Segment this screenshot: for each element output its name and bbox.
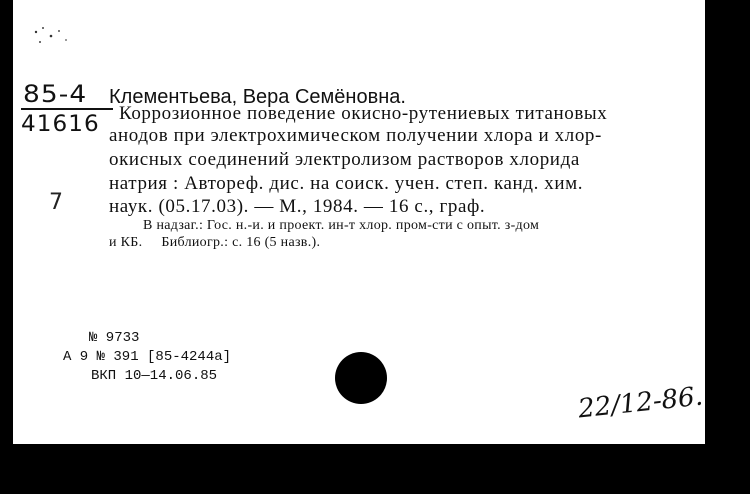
call-number-bottom: 41616 xyxy=(21,112,100,137)
ink-specks xyxy=(31,22,81,52)
title-line-5: наук. (05.17.03). — М., 1984. — 16 с., граф. xyxy=(109,196,486,217)
title-line-2: анодов при электрохимическом получении хлора и хлор- xyxy=(109,125,602,146)
title-line-3: окисных соединений электролизом растворов хлорида xyxy=(109,149,580,170)
call-number-underline xyxy=(21,108,113,110)
note-line-1: В надзаг.: Гос. н.-и. и проект. ин-т хлор. пром-сти с опыт. з-дом xyxy=(143,218,540,233)
title-line-1: Коррозионное поведение окисно-рутениевых титановых xyxy=(119,103,608,124)
handwritten-date: 22/12-86. xyxy=(576,381,705,425)
title-line-4: натрия : Автореф. дис. на соиск. учен. степ. канд. хим. xyxy=(109,173,584,194)
catalog-card xyxy=(13,0,705,444)
note-line-2: и КБ. Библиогр.: с. 16 (5 назв.). xyxy=(109,235,321,250)
scan-border-right xyxy=(705,0,750,494)
catalog-shelfmark: А 9 № 391 [85-4244а] xyxy=(63,349,232,365)
call-number-top: 85-4 xyxy=(23,80,88,108)
catalog-number: № 9733 xyxy=(89,330,140,346)
catalog-vkp: ВКП 10—14.06.85 xyxy=(91,368,218,384)
scan-border-bottom xyxy=(0,444,750,494)
margin-mark: 7 xyxy=(49,190,63,215)
author-name: Клементьева, Вера Семёновна. xyxy=(109,86,406,108)
punch-hole xyxy=(335,352,387,404)
